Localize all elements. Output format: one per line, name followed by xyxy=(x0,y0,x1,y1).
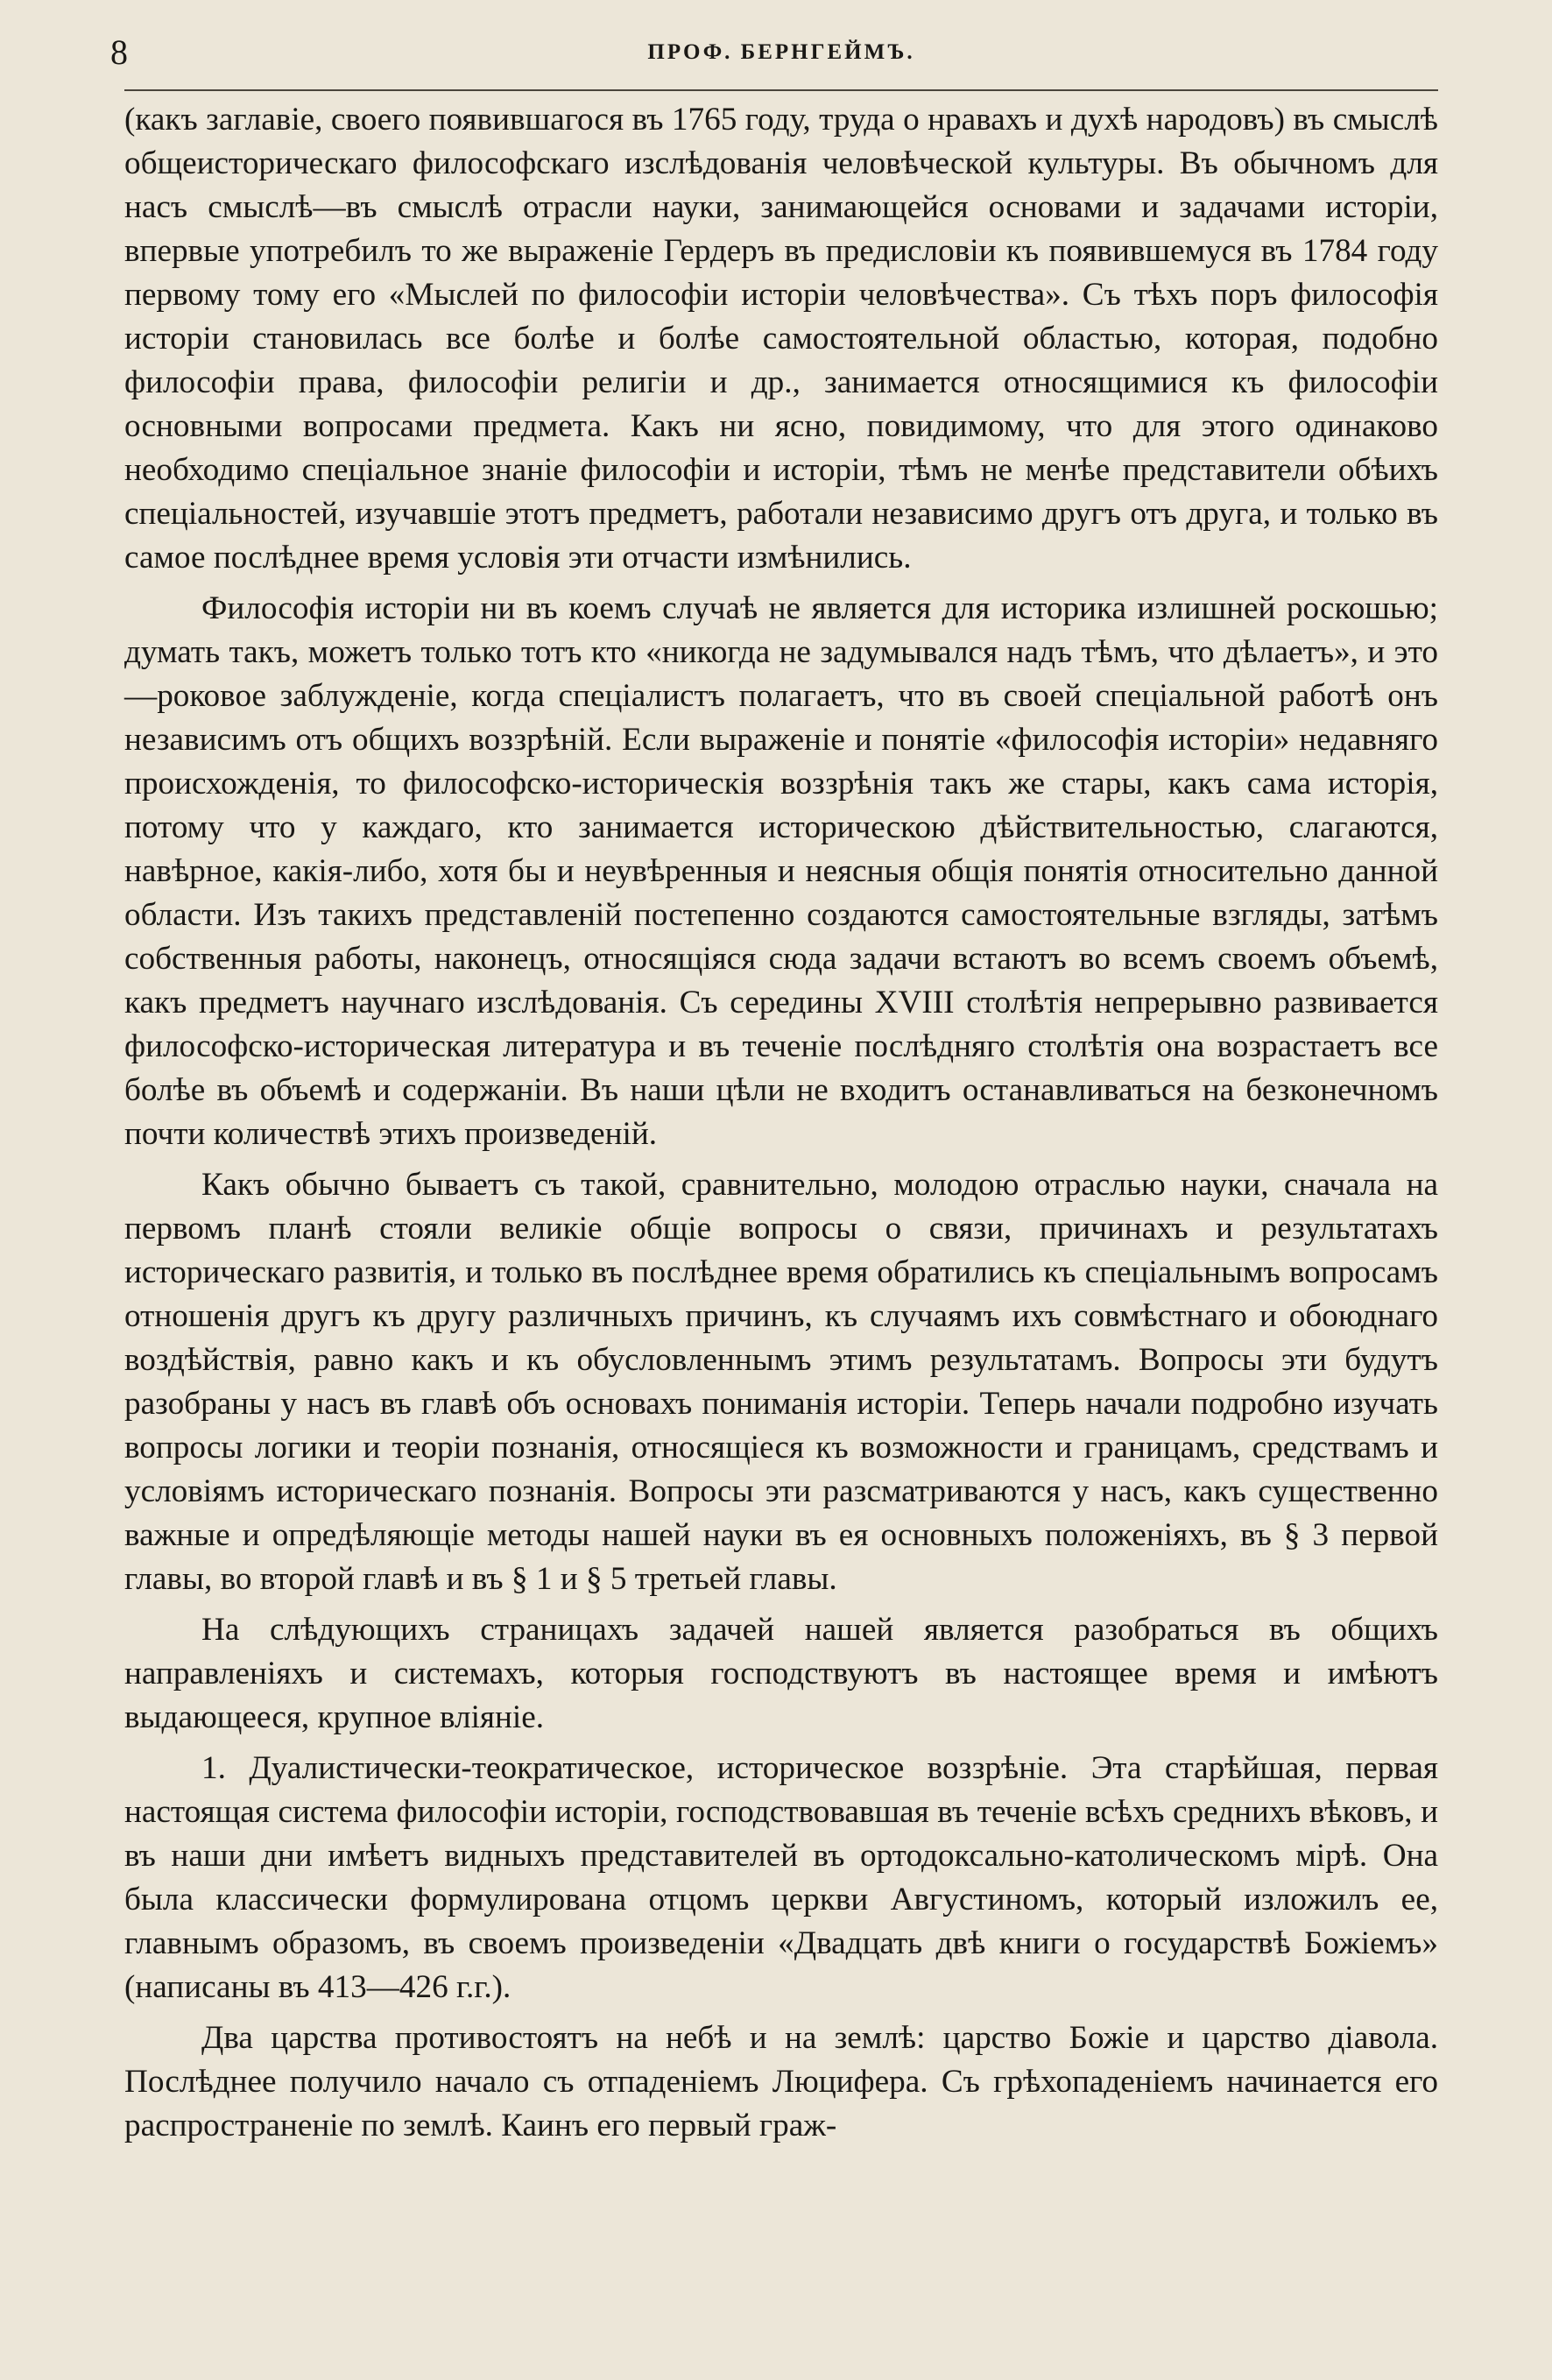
page-number: 8 xyxy=(110,32,128,72)
page-header xyxy=(110,30,1438,91)
paragraph-3: Какъ обычно бываетъ съ такой, сравнительно, молодою отраслью науки, сначала на первомъ планѣ стояли великіе общіе вопросы о связи, причинахъ и результатахъ историческаго развитія, и только въ послѣднее время обратились къ спеціальнымъ вопросамъ отношенія другъ къ другу различныхъ причинъ, къ случаямъ ихъ совмѣстнаго и обоюднаго воздѣйствія, равно какъ и къ обусловленнымъ этимъ результатамъ. Вопросы эти будутъ разобраны у насъ въ главѣ объ основахъ пониманія исторіи. Теперь начали подробно изучать вопросы логики и теоріи познанія, относящіеся къ возможности и границамъ, средствамъ и условіямъ историческаго познанія. Вопросы эти разсматриваются у насъ, какъ существенно важные и опредѣляющіе методы нашей науки въ ея основныхъ положеніяхъ, въ § 3 первой главы, во второй главѣ и въ § 1 и § 5 третьей главы. xyxy=(124,1167,1438,1597)
page-body xyxy=(124,98,1438,2148)
paragraph-6: Два царства противостоятъ на небѣ и на землѣ: царство Божіе и царство діавола. Послѣднее получило начало съ отпаденіемъ Люцифера. Съ грѣхопаденіемъ начинается его распространеніе по землѣ. Каинъ его первый граж- xyxy=(124,2020,1438,2143)
paragraph-5: 1. Дуалистически-теократическое, историческое воззрѣніе. Эта старѣйшая, первая настоящая система философіи исторіи, господствовавшая въ теченіе всѣхъ среднихъ вѣковъ, и въ наши дни имѣетъ видныхъ представителей въ ортодоксально-католическомъ мірѣ. Она была классически формулирована отцомъ церкви Августиномъ, который изложилъ ее, главнымъ образомъ, въ своемъ произведеніи «Двадцать двѣ книги о государствѣ Божіемъ» (написаны въ 413—426 г.г.). xyxy=(124,1750,1438,2005)
paragraph-1: (какъ заглавіе, своего появившагося въ 1765 году, труда о нравахъ и духѣ народовъ) въ смыслѣ общеисторическаго философскаго изслѣдованія человѣческой культуры. Въ обычномъ для насъ смыслѣ—въ смыслѣ отрасли науки, занимающейся основами и задачами исторіи, впервые употребилъ то же выраженіе Гердеръ въ предисловіи къ появившемуся въ 1784 году первому тому его «Мыслей по философіи исторіи человѣчества». Съ тѣхъ поръ философія исторіи становилась все болѣе и болѣе самостоятельной областью, которая, подобно философіи права, философіи религіи и др., занимается относящимися къ философіи основными вопросами предмета. Какъ ни ясно, повидимому, что для этого одинаково необходимо спеціальное знаніе философіи и исторіи, тѣмъ не менѣе представители обѣихъ спеціальностей, изучавшіе этотъ предметъ, работали независимо другъ отъ друга, и только въ самое послѣднее время условія эти отчасти измѣнились. xyxy=(124,102,1438,576)
paragraph-4: На слѣдующихъ страницахъ задачей нашей является разобраться въ общихъ направленіяхъ и системахъ, которыя господствуютъ въ настоящее время и имѣютъ выдающееся, крупное вліяніе. xyxy=(124,1612,1438,1735)
paragraph-2: Философія исторіи ни въ коемъ случаѣ не является для историка излишней роскошью; думать такъ, можетъ только тотъ кто «никогда не задумывался надъ тѣмъ, что дѣлаетъ», и это—роковое заблужденіе, когда спеціалистъ полагаетъ, что въ своей спеціальной работѣ онъ независимъ отъ общихъ воззрѣній. Если выраженіе и понятіе «философія исторіи» недавняго происхожденія, то философско-историческія воззрѣнія такъ же стары, какъ сама исторія, потому что у каждаго, кто занимается историческою дѣйствительностью, слагаются, навѣрное, какія-либо, хотя бы и неувѣренныя и неясныя общія понятія относительно данной области. Изъ такихъ представленій постепенно создаются самостоятельные взгляды, затѣмъ собственныя работы, наконецъ, относящіяся сюда задачи встаютъ во всемъ своемъ объемѣ, какъ предметъ научнаго изслѣдованія. Съ середины XVIII столѣтія непрерывно развивается философско-историческая литература и въ теченіе послѣдняго столѣтія она возрастаетъ все болѣе въ объемѣ и содержаніи. Въ наши цѣли не входитъ останавливаться на безконечномъ почти количествѣ этихъ произведеній. xyxy=(124,590,1438,1152)
running-head: ПРОФ. БЕРНГЕЙМЪ. xyxy=(647,40,915,64)
